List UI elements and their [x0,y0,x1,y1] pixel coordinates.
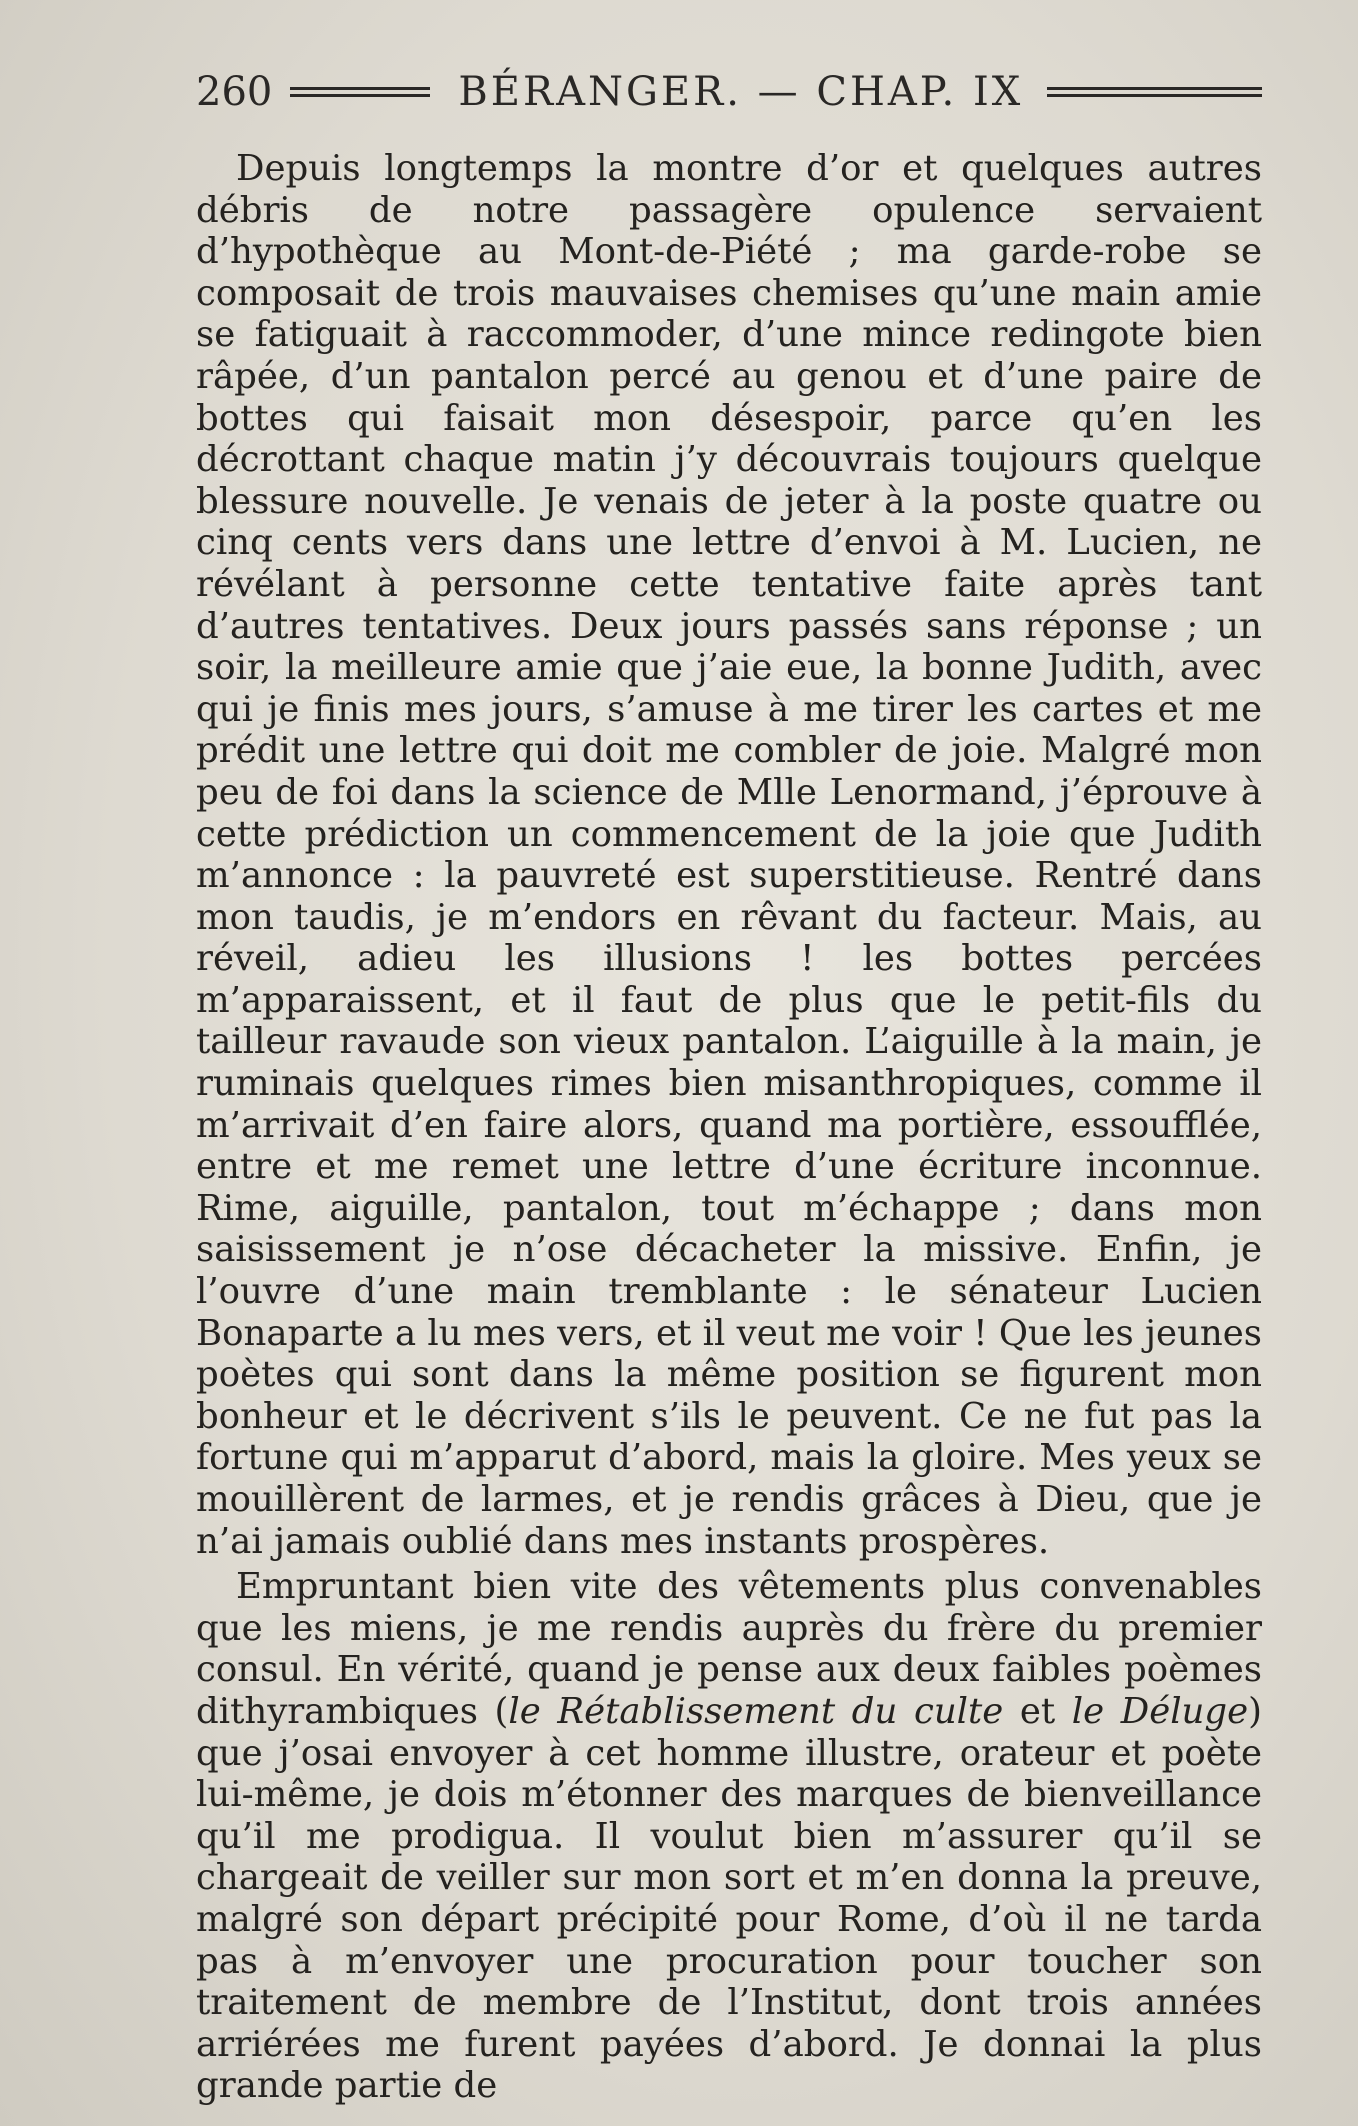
italic-title-deluge: le Déluge [1071,1690,1249,1732]
page-number: 260 [196,69,273,115]
italic-title-retablissement: le Rétablissement du culte [508,1690,1004,1732]
page-body [196,148,1262,2107]
running-title: BÉRANGER. — CHAP. IX [458,69,1024,115]
paragraph-2-text-end: ) que j’osai envoyer à cet homme illustre, orateur et poète lui-même, je dois m’étonner des marques de bienveillance qu’il me prodigua. Il voulut bien m’assurer qu’il se chargeait de veiller sur mon sort et m’en donna la preuve, malgré son départ précipité pour Rome, d’où il ne tarda pas à m’envoyer une procuration pour toucher son traitement de membre de l’Institut, dont trois années arriérées me furent payées d’abord. Je donnai la plus grande partie de [196,1690,1263,2107]
paragraph-2 [196,1566,1262,2107]
header-rule-left [290,87,430,97]
header-rule-right [1047,87,1262,97]
paragraph-2-text-start: Empruntant bien vite des vêtements plus convenables que les miens, je me rendis auprès du frère du premier consul. En vérité, quand je pense aux deux faibles poèmes dithyrambiques ( [196,1566,1262,1732]
running-header [196,62,1262,122]
paragraph-2-text-et: et [1003,1690,1072,1732]
paragraph-1: Depuis longtemps la montre d’or et quelques autres débris de notre passagère opulence servaient d’hypothèque au Mont-de-Piété ; ma garde-robe se composait de trois mauvaises chemises qu’une main amie se fatiguait à raccommoder, d’une mince redingote bien râpée, d’un pantalon percé au genou et d’une paire de bottes qui faisait mon désespoir, parce qu’en les décrottant chaque matin j’y découvrais toujours quelque blessure nouvelle. Je venais de jeter à la poste quatre ou cinq cents vers dans une lettre d’envoi à M. Lucien, ne révélant à personne cette tentative faite après tant d’autres tentatives. Deux jours passés sans réponse ; un soir, la meilleure amie que j’aie eue, la bonne Judith, avec qui je finis mes jours, s’amuse à me tirer les cartes et me prédit une lettre qui doit me combler de joie. Malgré mon peu de foi dans la science de Mlle Lenormand, j’éprouve à cette prédiction un commencement de la joie que Judith m’annonce : la pauvreté est superstitieuse. Rentré dans mon taudis, je m’endors en rêvant du facteur. Mais, au réveil, adieu les illusions ! les bottes percées m’apparaissent, et il faut de plus que le petit-fils du tailleur ravaude son vieux pantalon. L’aiguille à la main, je ruminais quelques rimes bien misanthropiques, comme il m’arrivait d’en faire alors, quand ma portière, essoufflée, entre et me remet une lettre d’une écriture inconnue. Rime, aiguille, pantalon, tout m’échappe ; dans mon saisissement je n’ose décacheter la missive. Enfin, je l’ouvre d’une main tremblante : le sénateur Lucien Bonaparte a lu mes vers, et il veut me voir ! Que les jeunes poètes qui sont dans la même position se figurent mon bonheur et le décrivent s’ils le peuvent. Ce ne fut pas la fortune qui m’apparut d’abord, mais la gloire. Mes yeux se mouillèrent de larmes, et je rendis grâces à Dieu, que je n’ai jamais oublié dans mes instants prospères. [196,148,1262,1562]
